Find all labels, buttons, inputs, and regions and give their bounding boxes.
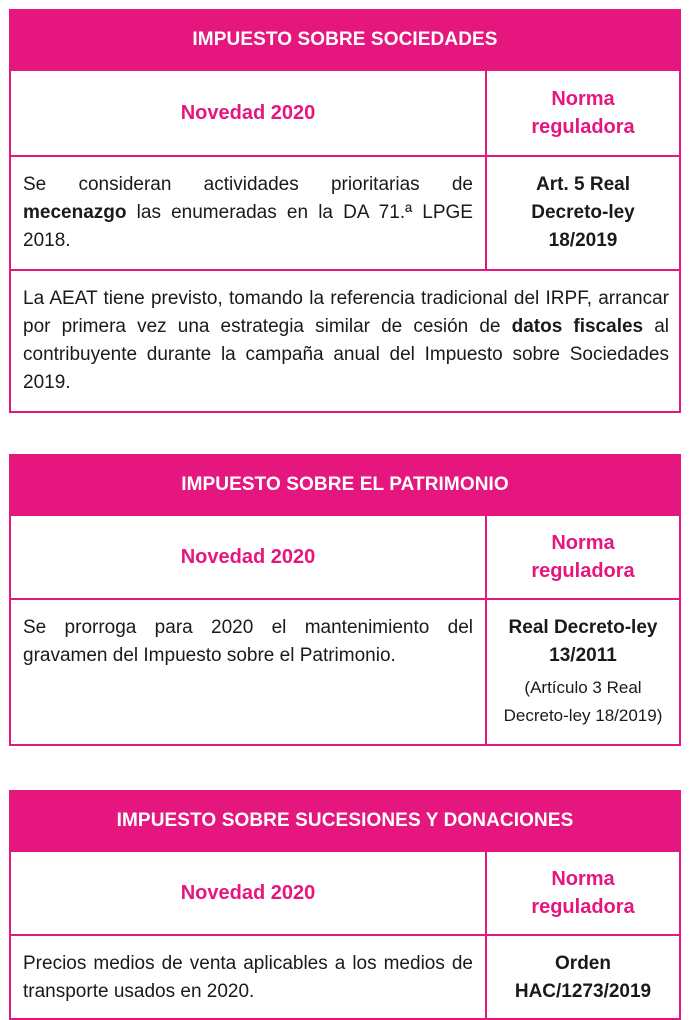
column-header-novedad: Novedad 2020 — [11, 516, 487, 598]
table-row — [11, 155, 679, 269]
table-sociedades — [9, 9, 681, 413]
full-row-text: La AEAT tiene previsto, tomando la referencia tradicional del IRPF, arrancar por primera vez una estrategia similar de cesión de — [23, 288, 669, 337]
norma-cell — [487, 157, 679, 269]
norma-text: Real Decreto-ley 13/2011 — [508, 617, 658, 666]
novedad-cell — [11, 600, 487, 744]
full-row-bold-text: datos fiscales — [511, 316, 644, 337]
novedad-cell — [11, 157, 487, 269]
norma-cell — [487, 936, 679, 1018]
table-row — [11, 598, 679, 744]
table-header-row — [11, 514, 679, 598]
table-title: IMPUESTO SOBRE SUCESIONES Y DONACIONES — [11, 792, 679, 850]
table-row — [11, 934, 679, 1018]
column-header-norma: Norma reguladora — [531, 88, 635, 138]
full-width-row — [11, 269, 679, 411]
table-patrimonio — [9, 454, 681, 746]
norma-text: Orden HAC/1273/2019 — [514, 953, 652, 1002]
full-row-text: al contribuyente durante la campaña anual del Impuesto sobre Sociedades 2019. — [23, 316, 670, 393]
norma-text: Art. 5 Real Decreto-ley 18/2019 — [531, 174, 635, 251]
table-header-row — [11, 850, 679, 934]
column-header-norma: Norma reguladora — [531, 868, 635, 918]
column-header-norma: Norma reguladora — [531, 532, 635, 582]
table-sucesiones — [9, 790, 681, 1020]
novedad-text: Se prorroga para 2020 el mantenimiento del gravamen del Impuesto sobre el Patrimonio. — [23, 617, 473, 666]
column-header-novedad: Novedad 2020 — [11, 71, 487, 155]
column-header-novedad: Novedad 2020 — [11, 852, 487, 934]
novedad-bold-text: mecenazgo — [23, 202, 127, 223]
table-title: IMPUESTO SOBRE SOCIEDADES — [11, 11, 679, 69]
norma-cell — [487, 600, 679, 744]
table-header-row — [11, 69, 679, 155]
norma-note: (Artículo 3 Real Decreto-ley 18/2019) — [503, 678, 663, 725]
novedad-text: Se consideran actividades prioritarias de — [23, 174, 473, 195]
novedad-text: las enumeradas en la DA 71.ª LPGE 2018. — [23, 202, 473, 251]
novedad-text: Precios medios de venta aplicables a los medios de transporte usados en 2020. — [23, 953, 473, 1002]
table-title: IMPUESTO SOBRE EL PATRIMONIO — [11, 456, 679, 514]
novedad-cell — [11, 936, 487, 1018]
